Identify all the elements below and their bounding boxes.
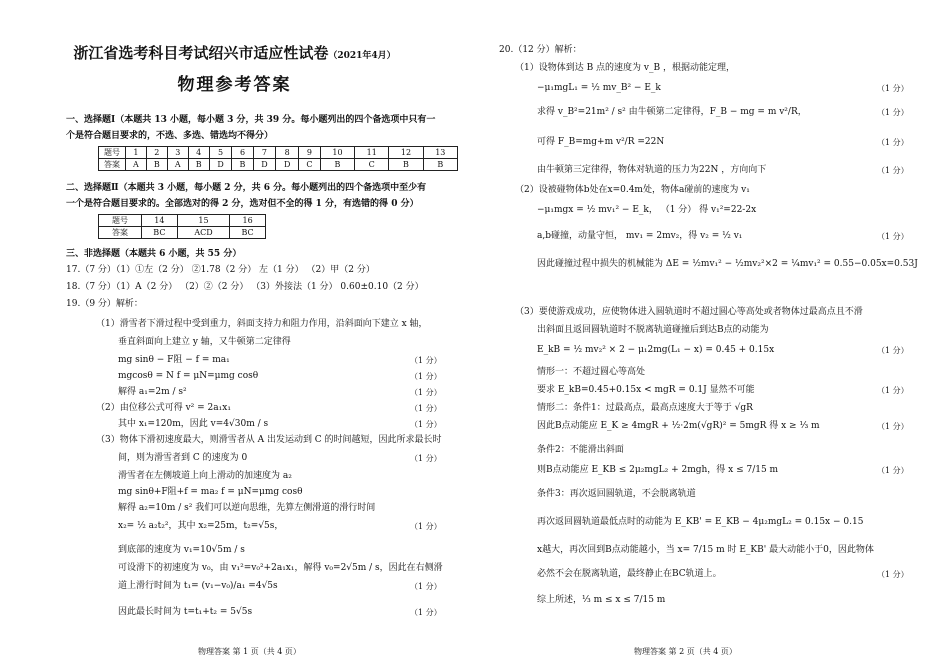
solution-line: 因此B点动能应 E_K ≥ 4mgR + ½·2m(√gR)² = 5mgR 得 x ≥ ⅓ m [537, 421, 820, 431]
q19-heading: 19.（9 分）解析： [66, 299, 143, 309]
solution-line: a,b碰撞，动量守恒， mv₁ = 2mv₂，得 v₂ = ½ v₁ [537, 231, 743, 241]
score-note: （1 分） [877, 386, 909, 395]
score-note: （1 分） [410, 420, 442, 429]
question-number: 5 [209, 147, 232, 159]
solution-line: 求得 v_B²=21m² / s² 由牛顿第二定律得，F_B − mg = m v²/R， [537, 107, 807, 117]
question-number: 11 [355, 147, 389, 159]
page-subtitle: 物理参考答案 [177, 75, 292, 95]
answer-cell: A [126, 159, 147, 171]
score-note: （1 分） [410, 356, 442, 365]
answer-cell: B [423, 159, 457, 171]
question-number: 7 [253, 147, 276, 159]
solution-line: 到底部的速度为 v₁=10√5m / s [118, 545, 245, 555]
solution-line: 情形二：条件1：过最高点，最高点速度大于等于 √gR [537, 403, 753, 413]
answer-cell: B [188, 159, 209, 171]
solution-line: 垂直斜面向上建立 y 轴，又牛顿第二定律得 [118, 337, 291, 347]
solution-line: x越大，再次回到B点动能越小，当 x= 7/15 m 时 E_KB' 最大动能小于0，因此物体 [537, 545, 874, 555]
solution-line: 综上所述，⅓ m ≤ x ≤ 7/15 m [537, 595, 666, 605]
answer-cell: BC [142, 227, 178, 239]
solution-line: 条件3：再次返回圆轨道，不会脱离轨道 [537, 489, 696, 499]
score-note: （1 分） [877, 166, 909, 175]
solution-line: 滑雪者在左侧坡道上向上滑动的加速度为 a₂ [118, 471, 292, 481]
score-note: （1 分） [877, 108, 909, 117]
solution-line: 其中 x₁=120m，因此 v=4√30m / s [118, 419, 269, 429]
solution-line: （2）由位移公式可得 v² = 2a₁x₁ [96, 403, 231, 413]
solution-line: 出斜面且返回圆轨道时不脱离轨道碰撞后到达B点的动能为 [537, 325, 769, 335]
solution-line: 情形一：不超过圆心等高处 [537, 367, 646, 377]
question-number: 4 [188, 147, 209, 159]
solution-line: 则B点动能应 E_KB ≤ 2μ₂mgL₂ + 2mgh，得 x ≤ 7/15 m [537, 465, 779, 475]
solution-line: 可得 F_B=mg+m v²/R =22N [537, 137, 665, 147]
answer-table-2 [98, 214, 266, 239]
score-note: （1 分） [877, 84, 909, 93]
solution-line: 再次返回圆轨道最低点时的动能为 E_KB' = E_KB − 4μ₂mgL₂ = 0.15x − 0.15 [537, 517, 864, 527]
question-number: 3 [167, 147, 188, 159]
question-number: 8 [276, 147, 299, 159]
solution-line: 间，则为滑雪者到 C 的速度为 0 [118, 453, 248, 463]
solution-line: 必然不会在脱离轨道，最终静止在BC轨道上。 [537, 569, 722, 579]
solution-line: （3）要使游戏成功，应使物体进入圆轨道时不超过圆心等高处或者物体过最高点且不滑 [515, 307, 863, 317]
section-2-heading-cont: 一个是符合题目要求的。全部选对的得 2 分，选对但不全的得 1 分，有选错的得 0 分） [66, 199, 419, 209]
solution-line: mgcosθ = N f = μN=μmg cosθ [118, 371, 259, 381]
solution-line: −μ₁mgx = ½ mv₁² − E_k， （1 分） 得 v₁²=22-2x [537, 205, 757, 215]
answer-page-2 [469, 0, 938, 663]
answer-cell: D [209, 159, 232, 171]
question-number: 13 [423, 147, 457, 159]
score-note: （1 分） [410, 404, 442, 413]
answer-cell: C [299, 159, 321, 171]
score-note: （1 分） [877, 570, 909, 579]
score-note: （1 分） [877, 138, 909, 147]
page-footer: 物理答案 第 1 页（共 4 页） [198, 647, 301, 656]
solution-line: 可设滑下的初速度为 v₀，由 v₁²=v₀²+2a₁x₁，解得 v₀=2√5m / s，因此在右侧滑 [118, 563, 443, 573]
question-number: 2 [146, 147, 167, 159]
score-note: （1 分） [877, 232, 909, 241]
solution-line: −μ₁mgL₁ = ½ mv_B² − E_k [537, 83, 661, 93]
answer-cell: B [146, 159, 167, 171]
score-note: （1 分） [410, 522, 442, 531]
solution-line: （1）设物体到达 B 点的速度为 v_B ，根据动能定理， [515, 63, 735, 73]
solution-line: 因此最长时间为 t=t₁+t₂ = 5√5s [118, 607, 253, 617]
answer-cell: D [276, 159, 299, 171]
solution-line: 因此碰撞过程中损失的机械能为 ΔE = ½mv₁² − ½mv₂²×2 = ¼mv₁² = 0.55−0.05x=0.53J [537, 259, 918, 269]
answer-cell: BC [230, 227, 266, 239]
question-number: 1 [126, 147, 147, 159]
answer-cell: B [389, 159, 423, 171]
question-number: 16 [230, 215, 266, 227]
solution-line: E_kB = ½ mv₂² × 2 − μ₁2mg(L₁ − x) = 0.45 + 0.15x [537, 345, 775, 355]
solution-line: （2）设被碰物体b处在x=0.4m处，物体a碰前的速度为 v₁ [515, 185, 750, 195]
solution-line: x₂= ½ a₂t₂²，其中 x₂=25m，t₂=√5s， [118, 521, 284, 531]
answer-cell: C [355, 159, 389, 171]
table-header-cell: 答案 [99, 159, 126, 171]
q18-answer: 18.（7 分）（1）A（2 分） （2）②（2 分） （3）外接法（1 分） 0.60±0.10（2 分） [66, 282, 424, 292]
solution-line: 解得 a₁=2m / s² [118, 387, 187, 397]
answer-table-1 [98, 146, 458, 171]
table-row [99, 147, 458, 159]
score-note: （1 分） [410, 608, 442, 617]
question-number: 14 [142, 215, 178, 227]
question-number: 15 [177, 215, 229, 227]
page-footer: 物理答案 第 2 页（共 4 页） [634, 647, 737, 656]
score-note: （1 分） [410, 372, 442, 381]
score-note: （1 分） [410, 582, 442, 591]
score-note: （1 分） [410, 454, 442, 463]
solution-line: mg sinθ+F阻+f = ma₂ f = μN=μmg cosθ [118, 487, 303, 497]
solution-line: 解得 a₂=10m / s² 我们可以逆向思维，先算左侧滑道的滑行时间 [118, 503, 376, 513]
score-note: （1 分） [877, 422, 909, 431]
section-2-heading: 二、选择题Ⅱ（本题共 3 小题，每小题 2 分，共 6 分。每小题列出的四个备选项中至少有 [66, 183, 427, 193]
score-note: （1 分） [877, 466, 909, 475]
section-1-heading-cont: 个是符合题目要求的，不选、多选、错选均不得分） [66, 131, 274, 141]
question-number: 10 [320, 147, 354, 159]
section-1-heading: 一、选择题Ⅰ（本题共 13 小题，每小题 3 分，共 39 分。每小题列出的四个备选项中只有一 [66, 115, 436, 125]
question-number: 6 [232, 147, 253, 159]
answer-cell: B [232, 159, 253, 171]
table-row [99, 227, 266, 239]
solution-line: 条件2：不能滑出斜面 [537, 445, 624, 455]
score-note: （1 分） [410, 388, 442, 397]
q17-answer: 17.（7 分）（1）①左（2 分） ②1.78（2 分） 左（1 分） （2）甲（2 分） [66, 265, 375, 275]
question-number: 9 [299, 147, 321, 159]
section-3-heading: 三、非选择题（本题共 6 小题，共 55 分） [66, 249, 242, 259]
solution-line: （3）物体下滑初速度最大，则滑雪者从 A 出发运动到 C 的时间越短，因此所求最长时 [96, 435, 442, 445]
exam-title: 浙江省选考科目考试绍兴市适应性试卷（2021年4月） [73, 44, 396, 62]
table-row [99, 159, 458, 171]
table-header-cell: 题号 [99, 215, 142, 227]
answer-cell: A [167, 159, 188, 171]
table-row [99, 215, 266, 227]
solution-line: 要求 E_kB=0.45+0.15x < mgR = 0.1J 显然不可能 [537, 385, 755, 395]
solution-line: mg sinθ − F阻 − f = ma₁ [118, 355, 230, 365]
answer-cell: B [320, 159, 354, 171]
answer-cell: D [253, 159, 276, 171]
solution-line: 由牛顿第三定律得，物体对轨道的压力为22N ，方向向下 [537, 165, 767, 175]
table-header-cell: 题号 [99, 147, 126, 159]
question-number: 12 [389, 147, 423, 159]
solution-line: （1）滑雪者下滑过程中受到重力，斜面支持力和阻力作用，沿斜面向下建立 x 轴， [96, 319, 428, 329]
q20-heading: 20.（12 分）解析： [499, 45, 582, 55]
answer-cell: ACD [177, 227, 229, 239]
table-header-cell: 答案 [99, 227, 142, 239]
solution-line: 道上滑行时间为 t₁= (v₁−v₀)/a₁ =4√5s [118, 581, 278, 591]
score-note: （1 分） [877, 346, 909, 355]
